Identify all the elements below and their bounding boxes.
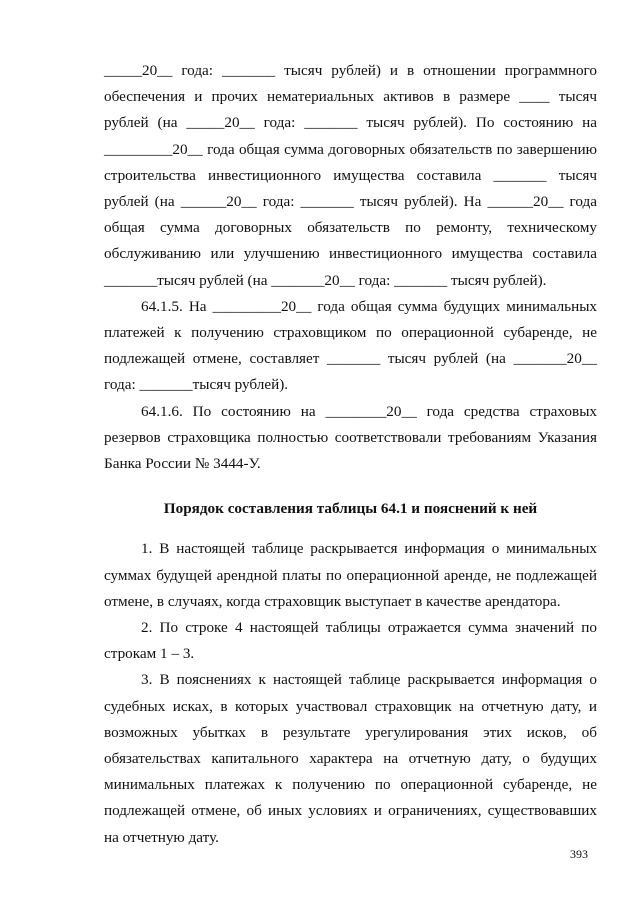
instruction-item-1: 1. В настоящей таблице раскрывается информация о минимальных суммах будущей арендной платы по операционной аренде, не подлежащей отмене, в случаях, когда страховщик выступает в качестве арендатора. [104, 540, 597, 610]
section-heading: Порядок составления таблицы 64.1 и пояснений к ней [163, 500, 538, 518]
paragraph-continuation: _____20__ года: _______ тысяч рублей) и в отношении программного обеспечения и прочих нематериальных активов в размере ____ тысяч рублей (на _____20__ года: _______ тысяч рублей). По состоянию на _________20__ года общая сумма договорных обязательств по завершению строительства инвестиционного имущества составила _______ тысяч рублей (на ______20__ года: _______ тысяч рублей). На ______20__ года общая сумма договорных обязательств по ремонту, техническому обслуживанию или улучшению инвестиционного имущества составила _______тысяч рублей (на _______20__ года: _______ тысяч рублей). [104, 62, 597, 289]
instruction-item-3: 3. В пояснениях к настоящей таблице раскрывается информация о судебных исках, в которых участвовал страховщик на отчетную дату, и возможных убытках в результате урегулирования этих исков, об обязательствах капитального характера на отчетную дату, о будущих минимальных платежах к получению по операционной субаренде, не подлежащей отмене, об иных условиях и ограничениях, существовавших на отчетную дату. [104, 671, 597, 846]
paragraph-64-1-6: 64.1.6. По состоянию на ________20__ года средства страховых резервов страховщика полностью соответствовали требованиям Указания Банка России № 3444-У. [104, 402, 597, 473]
instruction-item-2: 2. По строке 4 настоящей таблицы отражается сумма значений по строкам 1 – 3. [104, 619, 597, 663]
paragraph-64-1-5: 64.1.5. На _________20__ года общая сумма будущих минимальных платежей к получению страховщиком по операционной субаренде, не подлежащей отмене, составляет _______ тысяч рублей (на _______20__ года: _______тысяч рублей). [104, 297, 597, 394]
page-number: 393 [570, 847, 588, 861]
document-body [104, 58, 597, 851]
